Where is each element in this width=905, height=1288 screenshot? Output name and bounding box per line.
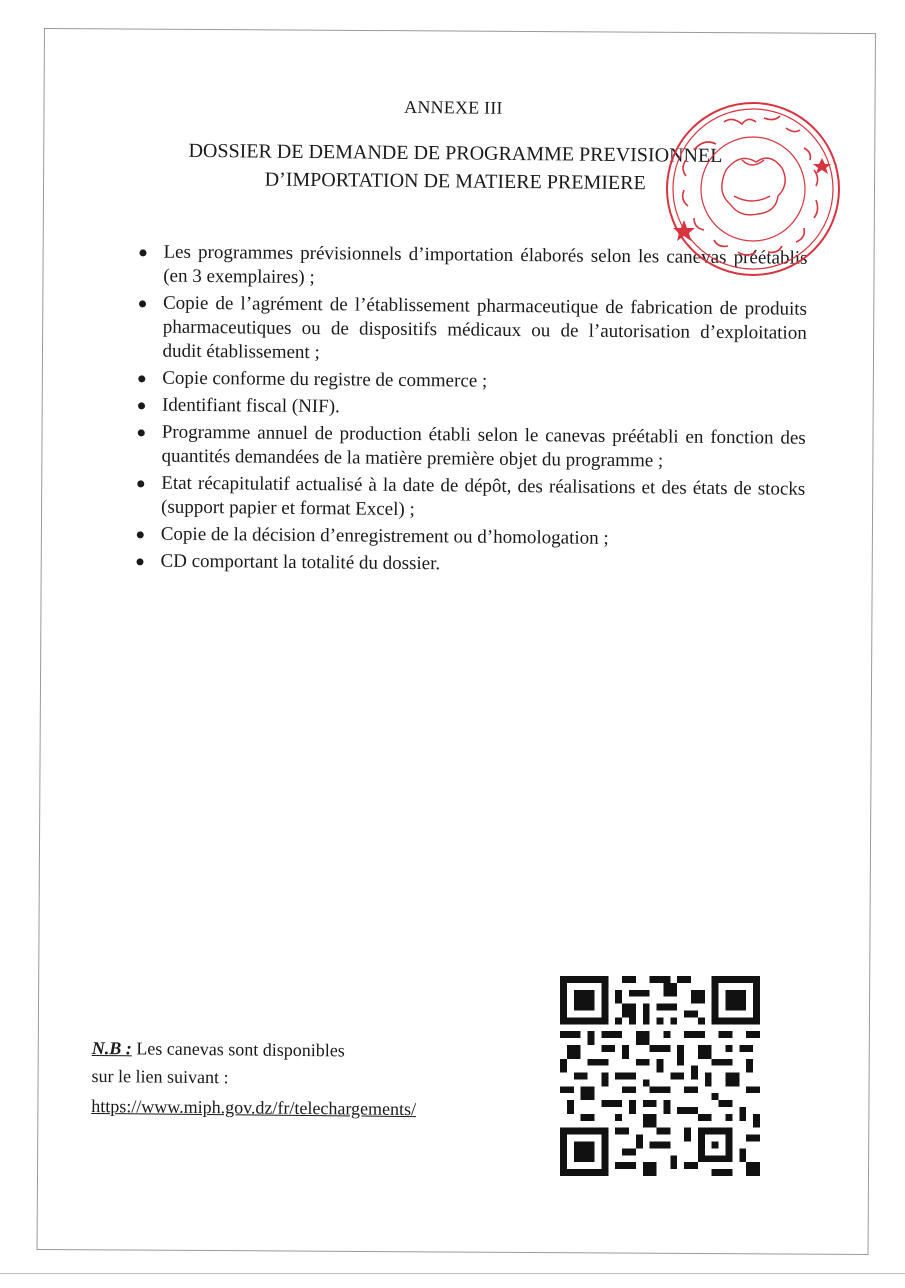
requirements-list <box>134 240 807 582</box>
qr-code-icon <box>556 976 764 1176</box>
bullet-icon <box>137 531 144 538</box>
list-item-text: Identifiant fiscal (NIF). <box>161 394 340 418</box>
list-item <box>135 420 805 474</box>
note-text-2: sur le lien suivant : <box>91 1065 229 1088</box>
bullet-icon <box>139 249 146 256</box>
list-item-text: CD comportant la totalité du dossier. <box>160 550 441 575</box>
list-item <box>136 291 807 369</box>
list-item-text: Copie conforme du registre de commerce ; <box>162 367 488 392</box>
bullet-icon <box>136 558 143 565</box>
list-item <box>135 522 805 552</box>
list-item-text: Copie de la décision d’enregistrement ou d’homologation ; <box>160 523 609 549</box>
list-item-text: Programme annuel de production établi selon le canevas préétabli en fonction des quantités demandées de la matière première objet du programme ; <box>161 421 806 472</box>
note-line-1 <box>92 1034 452 1065</box>
list-item <box>135 471 805 525</box>
title-line-1: DOSSIER DE DEMANDE DE PROGRAMME PREVISIONNEL <box>188 139 723 167</box>
bullet-icon <box>138 429 145 436</box>
official-seal-icon <box>664 100 842 278</box>
note-text-1: Les canevas sont disponibles <box>136 1038 345 1061</box>
list-item <box>136 366 806 396</box>
list-item-text: Etat récapitulatif actualisé à la date de dépôt, des réalisations et des états de stocks (support papier et format Excel) ; <box>160 472 806 521</box>
list-item <box>136 393 806 423</box>
list-item-text: Copie de l’agrément de l’établissement pharmaceutique de fabrication de produits pharmaceutiques ou de dispositifs médicaux ou de l’autorisation d’exploitation dudit établissement ; <box>162 292 808 364</box>
bullet-icon <box>138 375 145 382</box>
title-line-2: D’IMPORTATION DE MATIERE PREMIERE <box>264 168 646 195</box>
list-item <box>134 549 804 579</box>
bullet-icon <box>139 300 146 307</box>
note-label: N.B : <box>91 1037 132 1059</box>
bullet-icon <box>138 402 145 409</box>
annex-heading: ANNEXE III <box>404 96 503 118</box>
bullet-icon <box>137 480 144 487</box>
downloads-link[interactable]: https://www.miph.gov.dz/fr/telechargements/ <box>91 1095 417 1120</box>
list-item-text: Les programmes prévisionnels d’importation élaborés selon les canevas préétablis (en 3 exemplaires) ; <box>163 241 808 289</box>
note-block <box>91 1034 452 1093</box>
